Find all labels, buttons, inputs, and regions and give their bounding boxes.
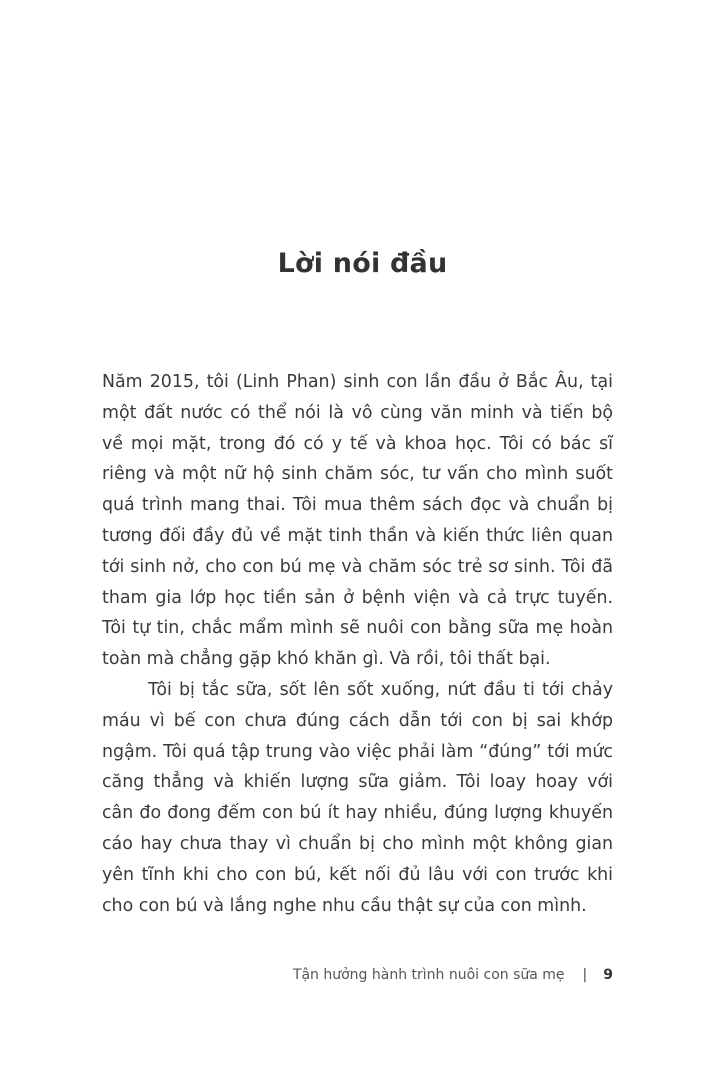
text-line: Tôi bị tắc sữa, sốt lên sốt xuống, nứt đầu ti tới chảy bbox=[148, 679, 613, 700]
running-book-title: Tận hưởng hành trình nuôi con sữa mẹ bbox=[292, 967, 565, 983]
footer-separator: | bbox=[582, 967, 588, 983]
text-line: cân đo đong đếm con bú ít hay nhiều, đúng lượng khuyến bbox=[102, 803, 613, 824]
page-footer bbox=[293, 967, 613, 983]
text-line: tới sinh nở, cho con bú mẹ và chăm sóc trẻ sơ sinh. Tôi đã bbox=[102, 556, 613, 577]
text-line: ngậm. Tôi quá tập trung vào việc phải làm “đúng” tới mức bbox=[102, 741, 613, 762]
text-line: một đất nước có thể nói là vô cùng văn minh và tiến bộ bbox=[102, 402, 613, 423]
text-line: cáo hay chưa thay vì chuẩn bị cho mình một không gian bbox=[102, 833, 613, 854]
text-line: yên tĩnh khi cho con bú, kết nối đủ lâu với con trước khi bbox=[102, 864, 613, 885]
text-line: tương đối đầy đủ về mặt tinh thần và kiến thức liên quan bbox=[102, 525, 613, 546]
text-line: Năm 2015, tôi (Linh Phan) sinh con lần đầu ở Bắc Âu, tại bbox=[102, 372, 613, 392]
body-text bbox=[102, 367, 613, 921]
text-line: Tôi tự tin, chắc mẩm mình sẽ nuôi con bằng sữa mẹ hoàn bbox=[102, 618, 613, 639]
page-number: 9 bbox=[603, 967, 613, 983]
text-line: tham gia lớp học tiền sản ở bệnh viện và cả trực tuyến. bbox=[102, 587, 613, 608]
text-line: về mọi mặt, trong đó có y tế và khoa học. Tôi có bác sĩ bbox=[102, 433, 613, 454]
text-line: máu vì bế con chưa đúng cách dẫn tới con bị sai khớp bbox=[102, 710, 613, 731]
text-line: riêng và một nữ hộ sinh chăm sóc, tư vấn cho mình suốt bbox=[102, 464, 613, 485]
text-line: căng thẳng và khiến lượng sữa giảm. Tôi loay hoay với bbox=[102, 772, 613, 793]
paragraph bbox=[102, 367, 613, 675]
chapter-title: Lời nói đầu bbox=[277, 248, 448, 279]
text-line: toàn mà chẳng gặp khó khăn gì. Và rồi, tôi thất bại. bbox=[102, 649, 551, 670]
paragraph bbox=[102, 675, 613, 921]
text-line: cho con bú và lắng nghe nhu cầu thật sự của con mình. bbox=[102, 895, 587, 916]
text-line: quá trình mang thai. Tôi mua thêm sách đọc và chuẩn bị bbox=[102, 495, 613, 516]
